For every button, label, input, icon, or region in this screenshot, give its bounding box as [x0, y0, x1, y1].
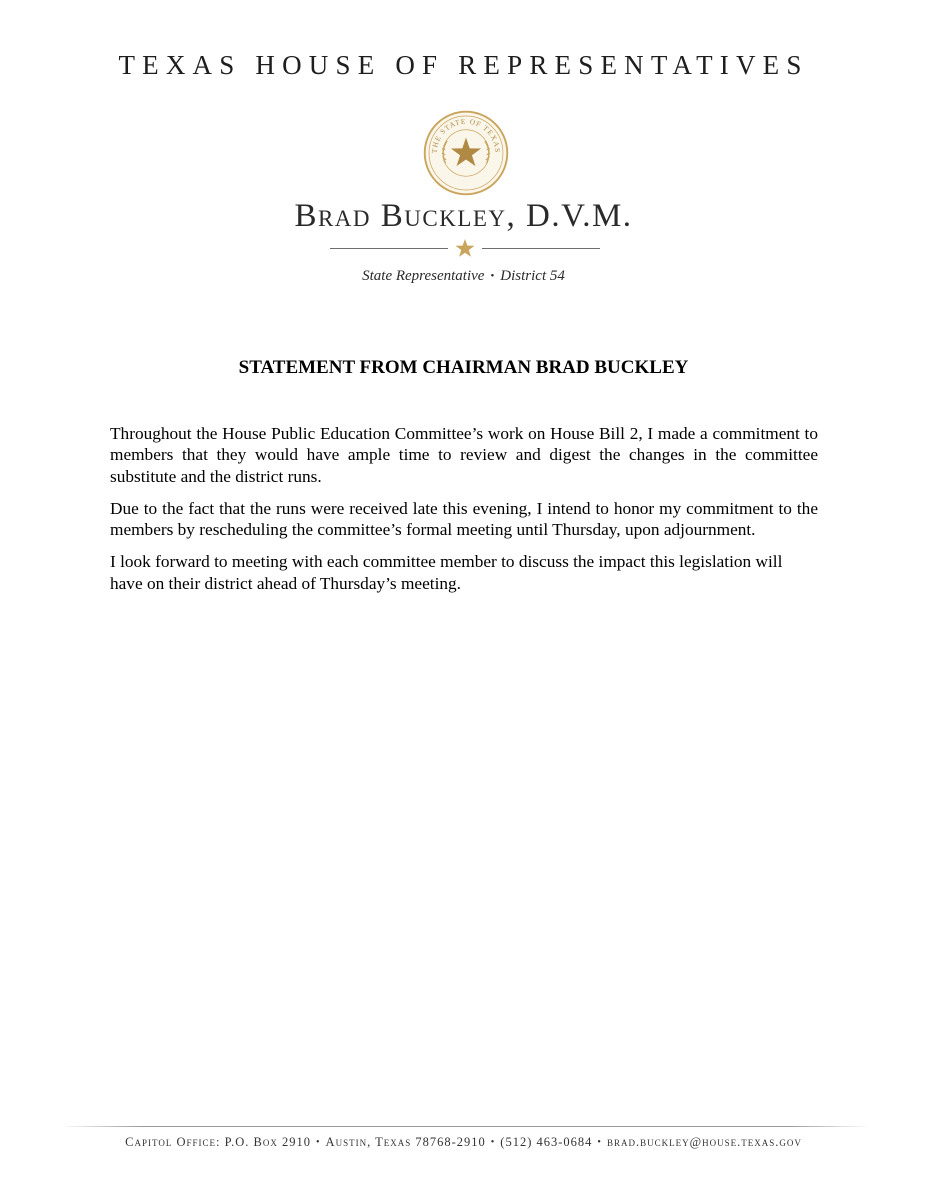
footer-email: brad.buckley@house.texas.gov	[606, 1135, 802, 1149]
footer-divider	[60, 1126, 870, 1127]
separator-dot-icon: •	[490, 270, 495, 282]
separator-dot-icon: •	[316, 1137, 321, 1148]
state-of-texas-seal-icon	[423, 110, 509, 196]
statement-body	[110, 423, 818, 605]
statement-paragraph: I look forward to meeting with each committee member to discuss the impact this legislation will have on their district ahead of Thursday’s meeting.	[110, 552, 783, 593]
footer-office: Capitol Office: P.O. Box 2910	[125, 1135, 312, 1149]
separator-dot-icon: •	[597, 1137, 602, 1148]
footer-contact	[0, 1135, 927, 1150]
seal-text: THE STATE OF TEXAS	[429, 116, 503, 154]
representative-title	[0, 268, 927, 285]
separator-dot-icon: •	[490, 1137, 496, 1148]
divider-line-left	[330, 248, 448, 249]
statement-title: STATEMENT FROM CHAIRMAN BRAD BUCKLEY	[238, 357, 689, 378]
representative-district: District 54	[500, 268, 565, 284]
divider-line-right	[482, 248, 600, 249]
footer-city: Austin, Texas 78768-2910	[325, 1135, 486, 1149]
representative-name: Brad Buckley, D.V.M.	[294, 198, 633, 234]
organization-header: TEXAS HOUSE OF REPRESENTATIVES	[118, 50, 809, 80]
representative-role: State Representative	[362, 268, 485, 284]
footer-phone: (512) 463-0684	[500, 1135, 593, 1149]
statement-paragraph: Throughout the House Public Education Committee’s work on House Bill 2, I made a commitment to members that they would have ample time to review and digest the changes in the committee substitute and the district runs.	[110, 424, 818, 486]
name-divider	[330, 238, 600, 258]
star-icon	[455, 238, 475, 258]
statement-paragraph: Due to the fact that the runs were received late this evening, I intend to honor my commitment to the members by rescheduling the committee’s formal meeting until Thursday, upon adjournment.	[110, 498, 818, 540]
